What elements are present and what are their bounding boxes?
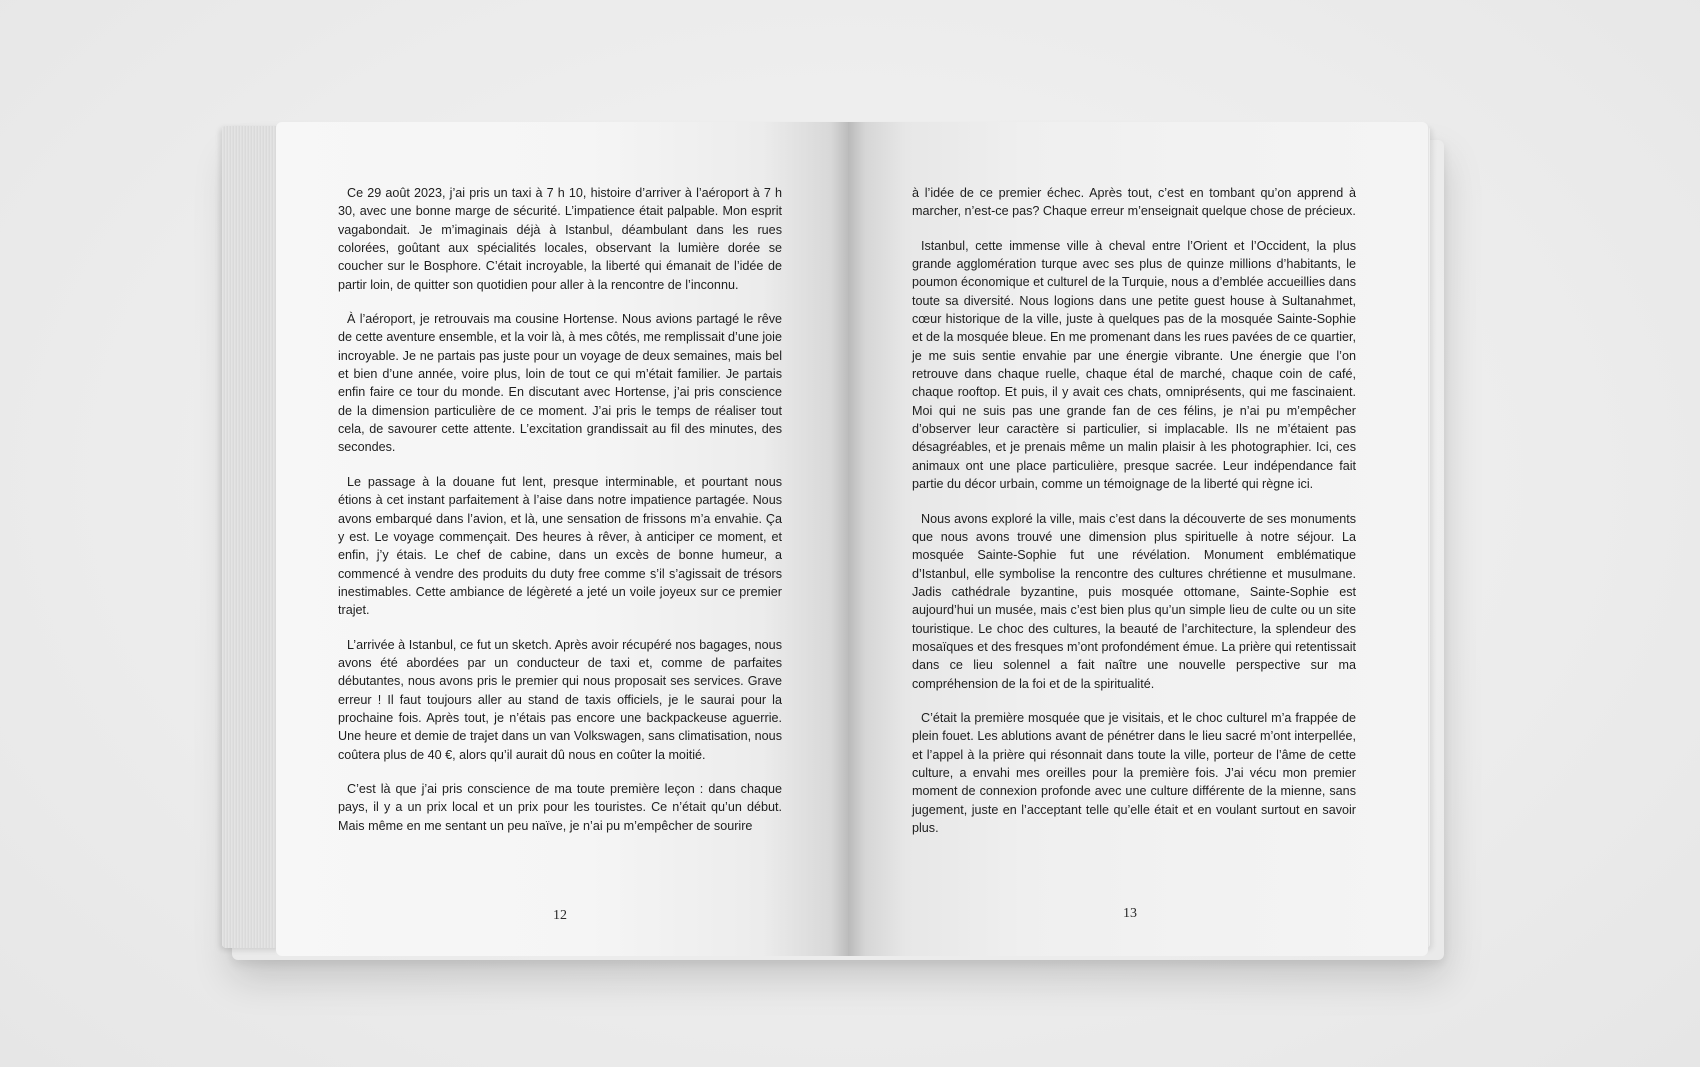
- page-number-left: 12: [553, 908, 567, 923]
- paragraph: À l’aéroport, je retrouvais ma cousine Hortense. Nous avions partagé le rêve de cette aventure ensemble, et la voir là, à mes côtés, me remplissait d’une joie incroyable. Je ne partais pas juste pour un voyage de deux semaines, mais bel et bien d’une année, voire plus, loin de tout ce qui m’était familier. Je partais enfin faire ce tour du monde. En discutant avec Hortense, j’ai pris conscience de la dimension particulière de ce moment. J’ai pris le temps de réaliser tout cela, de savourer cette attente. L’excitation grandissait au fil des minutes, des secondes.: [338, 312, 782, 455]
- paragraph: C’est là que j’ai pris conscience de ma toute première leçon : dans chaque pays, il y a un prix local et un prix pour les touristes. Ce n’était qu’un début. Mais même en me sentant un peu naïve, je n’ai pu m’empêcher de sourire: [338, 781, 782, 833]
- paragraph: Nous avons exploré la ville, mais c’est dans la découverte de ses monuments que nous avons trouvé une dimension plus spirituelle à notre séjour. La mosquée Sainte-Sophie fut une révélation. Monument emblématique d’Istanbul, elle symbolise la rencontre des cultures chrétienne et musulmane. Jadis cathédrale byzantine, puis mosquée ottomane, Sainte-Sophie est aujourd’hui un musée, mais c’est bien plus qu’un simple lieu de culte ou un site touristique. Le choc des cultures, la beauté de l’architecture, la splendeur des mosaïques et des fresques m’ont profondément émue. La prière qui retentissait dans ce lieu solennel a fait naître une nouvelle perspective sur ma compréhension de la foi et de la spiritualité.: [912, 511, 1356, 691]
- paragraph: Le passage à la douane fut lent, presque interminable, et pourtant nous étions à cet instant parfaitement à l’aise dans notre impatience partagée. Nous avons embarqué dans l’avion, et là, une sensation de frissons m’a envahie. Ça y est. Le voyage commençait. Des heures à rêver, à anticiper ce moment, et enfin, j’y étais. Le chef de cabine, dans un excès de bonne humeur, a commencé à vendre des produits du duty free comme s’il s’agissait de trésors inestimables. Cette ambiance de légèreté a jeté un voile joyeux sur ce premier trajet.: [338, 474, 782, 618]
- paragraph: Istanbul, cette immense ville à cheval entre l’Orient et l’Occident, la plus grande agglomération turque avec ses plus de quinze millions d’habitants, le poumon économique et culturel de la Turquie, nous a d’emblée accueillies dans toute sa diversité. Nous logions dans une petite guest house à Sultanahmet, cœur historique de la ville, juste à quelques pas de la mosquée Sainte-Sophie et de la mosquée bleue. En me promenant dans les rues pavées de ce quartier, je me suis sentie envahie par une énergie vibrante. Une énergie que l’on retrouve dans chaque ruelle, chaque étal de marché, chaque coin de café, chaque rooftop. Et puis, il y avait ces chats, omniprésents, qui me fascinaient. Moi qui ne suis pas une grande fan de ces félins, je n’ai pu m’empêcher d’observer leur caractère si particulier, si implacable. Ils ne m’étaient pas désagréables, et je prenais même un malin plaisir à les photographier. Ici, ces animaux ont une place particulière, presque sacrée. Leur indépendance fait partie du décor urbain, comme un témoignage de la liberté qui règne ici.: [912, 238, 1356, 492]
- right-page: [848, 122, 1428, 956]
- paragraph-continuation: à l’idée de ce premier échec. Après tout, c’est en tombant qu’on apprend à marcher, n’est-ce pas? Chaque erreur m’enseignait quelque chose de précieux.: [912, 186, 1356, 219]
- left-page-text: [338, 184, 782, 851]
- page-number-right: 13: [1123, 906, 1137, 921]
- paragraph: Ce 29 août 2023, j’ai pris un taxi à 7 h 10, histoire d’arriver à l’aéroport à 7 h 30, avec une bonne marge de sécurité. L’impatience était palpable. Mon esprit vagabondait. Je m’imaginais déjà à Istanbul, déambulant dans les rues colorées, goûtant aux spécialités locales, observant la lumière dorée se coucher sur le Bosphore. C’était incroyable, la liberté qui émanait de l’idée de partir loin, de quitter son quotidien pour aller à la rencontre de l’inconnu.: [338, 186, 782, 292]
- left-page-stack: [222, 126, 282, 948]
- paragraph: C’était la première mosquée que je visitais, et le choc culturel m’a frappée de plein fouet. Les ablutions avant de pénétrer dans le lieu sacré m’ont interpellée, et l’appel à la prière qui résonnait dans toute la ville, porteur de l’âme de cette culture, a envahi mes oreilles pour la première fois. J’ai vécu mon premier moment de connexion profonde avec une culture différente de la mienne, sans jugement, juste en l’acceptant telle qu’elle était et en voulant surtout en savoir plus.: [912, 710, 1356, 835]
- paragraph: L’arrivée à Istanbul, ce fut un sketch. Après avoir récupéré nos bagages, nous avons été abordées par un conducteur de taxi et, comme de parfaites débutantes, nous avons pris le premier qui nous proposait ses services. Grave erreur ! Il faut toujours aller au stand de taxis officiels, je le saurai pour la prochaine fois. Après tout, je n’étais pas encore une backpackeuse aguerrie. Une heure et demie de trajet dans un van Volkswagen, sans climatisation, nous coûtera plus de 40 €, alors qu’il aurait dû nous en coûter la moitié.: [338, 637, 782, 762]
- right-page-text: [912, 184, 1356, 853]
- left-page: [276, 122, 848, 956]
